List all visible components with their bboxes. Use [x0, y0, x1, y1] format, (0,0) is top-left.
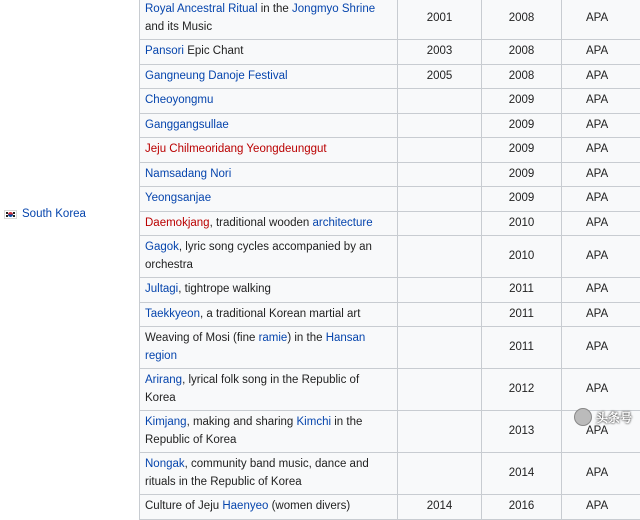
element-name-text: , making and sharing: [187, 416, 297, 428]
element-name-text: , lyric song cycles accompanied by an orchestra: [145, 241, 372, 271]
inscribed-year-cell: 2008: [482, 40, 562, 65]
trigram-icon: [6, 212, 8, 214]
element-name-cell: [140, 138, 398, 163]
region-cell: APA: [562, 0, 640, 40]
element-redlink[interactable]: Jeju Chilmeoridang Yeongdeunggut: [145, 143, 327, 155]
element-name-cell: [140, 302, 398, 327]
element-link[interactable]: Hansan region: [145, 332, 365, 362]
region-cell: APA: [562, 327, 640, 369]
element-name-cell: [140, 187, 398, 212]
table-row: [140, 211, 640, 236]
proclaimed-year-cell: [398, 162, 482, 187]
inscribed-year-cell: 2008: [482, 64, 562, 89]
proclaimed-year-cell: 2003: [398, 40, 482, 65]
watermark-logo-icon: [574, 408, 592, 426]
region-cell: APA: [562, 453, 640, 495]
element-name-cell: [140, 278, 398, 303]
inscribed-year-cell: 2012: [482, 369, 562, 411]
trigram-icon: [13, 215, 15, 217]
element-link[interactable]: architecture: [313, 217, 373, 229]
element-name-cell: [140, 369, 398, 411]
watermark: [574, 408, 632, 426]
region-cell: APA: [562, 411, 640, 453]
region-cell: APA: [562, 236, 640, 278]
element-name-cell: [140, 162, 398, 187]
region-cell: APA: [562, 162, 640, 187]
element-link[interactable]: Kimjang: [145, 416, 187, 428]
country-link[interactable]: South Korea: [22, 208, 86, 220]
region-cell: APA: [562, 113, 640, 138]
region-cell: APA: [562, 278, 640, 303]
table-row: [140, 411, 640, 453]
inscribed-year-cell: 2009: [482, 113, 562, 138]
proclaimed-year-cell: [398, 187, 482, 212]
table-row: [140, 302, 640, 327]
proclaimed-year-cell: 2014: [398, 495, 482, 520]
proclaimed-year-cell: 2001: [398, 0, 482, 40]
table-row: [140, 64, 640, 89]
element-name-text: in the Republic of Korea: [145, 416, 362, 446]
proclaimed-year-cell: [398, 327, 482, 369]
element-link[interactable]: Haenyeo: [222, 500, 268, 512]
element-link[interactable]: Namsadang Nori: [145, 168, 231, 180]
country-entry: [4, 208, 86, 220]
inscribed-year-cell: 2009: [482, 162, 562, 187]
table-row: [140, 0, 640, 40]
inscribed-year-cell: 2016: [482, 495, 562, 520]
proclaimed-year-cell: [398, 113, 482, 138]
inscribed-year-cell: 2009: [482, 138, 562, 163]
inscribed-year-cell: 2011: [482, 302, 562, 327]
element-name-text: ) in the: [287, 332, 325, 344]
element-link[interactable]: Taekkyeon: [145, 308, 200, 320]
proclaimed-year-cell: [398, 211, 482, 236]
trigram-icon: [13, 212, 15, 214]
table-row: [140, 495, 640, 520]
table-row: [140, 40, 640, 65]
element-name-cell: [140, 40, 398, 65]
heritage-table-body: [140, 0, 640, 519]
element-redlink[interactable]: Daemokjang: [145, 217, 210, 229]
table-row: [140, 278, 640, 303]
table-row: [140, 187, 640, 212]
element-name-text: and its Music: [145, 21, 212, 33]
inscribed-year-cell: 2011: [482, 327, 562, 369]
proclaimed-year-cell: [398, 453, 482, 495]
element-link[interactable]: Ganggangsullae: [145, 119, 229, 131]
element-name-text: , lyrical folk song in the Republic of Korea: [145, 374, 359, 404]
element-name-cell: [140, 113, 398, 138]
proclaimed-year-cell: [398, 236, 482, 278]
region-cell: APA: [562, 89, 640, 114]
element-name-text: (women divers): [268, 500, 350, 512]
country-cell: [0, 0, 139, 430]
inscribed-year-cell: 2009: [482, 187, 562, 212]
inscribed-year-cell: 2014: [482, 453, 562, 495]
element-name-text: , a traditional Korean martial art: [200, 308, 360, 320]
table-row: [140, 236, 640, 278]
proclaimed-year-cell: [398, 278, 482, 303]
element-name-text: Epic Chant: [184, 45, 243, 57]
inscribed-year-cell: 2009: [482, 89, 562, 114]
element-name-text: , community band music, dance and rituals in the Republic of Korea: [145, 458, 369, 488]
region-cell: APA: [562, 211, 640, 236]
table-row: [140, 369, 640, 411]
element-name-cell: [140, 211, 398, 236]
element-name-cell: [140, 236, 398, 278]
region-cell: APA: [562, 138, 640, 163]
region-cell: APA: [562, 187, 640, 212]
element-name-cell: [140, 495, 398, 520]
proclaimed-year-cell: [398, 138, 482, 163]
table-row: [140, 138, 640, 163]
region-cell: APA: [562, 369, 640, 411]
element-link[interactable]: Royal Ancestral Ritual: [145, 3, 258, 15]
region-cell: APA: [562, 495, 640, 520]
element-name-text: Culture of Jeju: [145, 500, 222, 512]
element-name-cell: [140, 453, 398, 495]
element-link[interactable]: Arirang: [145, 374, 182, 386]
element-link[interactable]: Pansori: [145, 45, 184, 57]
element-link[interactable]: Gangneung Danoje Festival: [145, 70, 288, 82]
watermark-text: 头条号: [596, 409, 632, 426]
proclaimed-year-cell: [398, 89, 482, 114]
element-name-text: Weaving of Mosi (fine: [145, 332, 259, 344]
element-link[interactable]: ramie: [259, 332, 288, 344]
region-cell: APA: [562, 64, 640, 89]
element-link[interactable]: Nongak: [145, 458, 185, 470]
element-link[interactable]: Gagok: [145, 241, 179, 253]
element-name-text: in the: [258, 3, 293, 15]
region-cell: APA: [562, 40, 640, 65]
inscribed-year-cell: 2011: [482, 278, 562, 303]
element-name-cell: [140, 89, 398, 114]
inscribed-year-cell: 2008: [482, 0, 562, 40]
table-row: [140, 113, 640, 138]
element-name-text: , tightrope walking: [178, 283, 271, 295]
proclaimed-year-cell: 2005: [398, 64, 482, 89]
south-korea-flag-icon: [4, 210, 17, 219]
proclaimed-year-cell: [398, 369, 482, 411]
inscribed-year-cell: 2013: [482, 411, 562, 453]
element-name-cell: [140, 327, 398, 369]
table-row: [140, 327, 640, 369]
proclaimed-year-cell: [398, 411, 482, 453]
element-link[interactable]: Yeongsanjae: [145, 192, 211, 204]
element-link[interactable]: Cheoyongmu: [145, 94, 213, 106]
element-name-cell: [140, 411, 398, 453]
heritage-table: [139, 0, 640, 520]
inscribed-year-cell: 2010: [482, 211, 562, 236]
element-link[interactable]: Jongmyo Shrine: [292, 3, 375, 15]
element-name-cell: [140, 0, 398, 40]
table-row: [140, 162, 640, 187]
proclaimed-year-cell: [398, 302, 482, 327]
element-name-cell: [140, 64, 398, 89]
region-cell: APA: [562, 302, 640, 327]
table-row: [140, 453, 640, 495]
element-link[interactable]: Kimchi: [297, 416, 332, 428]
table-row: [140, 89, 640, 114]
inscribed-year-cell: 2010: [482, 236, 562, 278]
trigram-icon: [6, 215, 8, 217]
element-name-text: , traditional wooden: [210, 217, 313, 229]
element-link[interactable]: Jultagi: [145, 283, 178, 295]
